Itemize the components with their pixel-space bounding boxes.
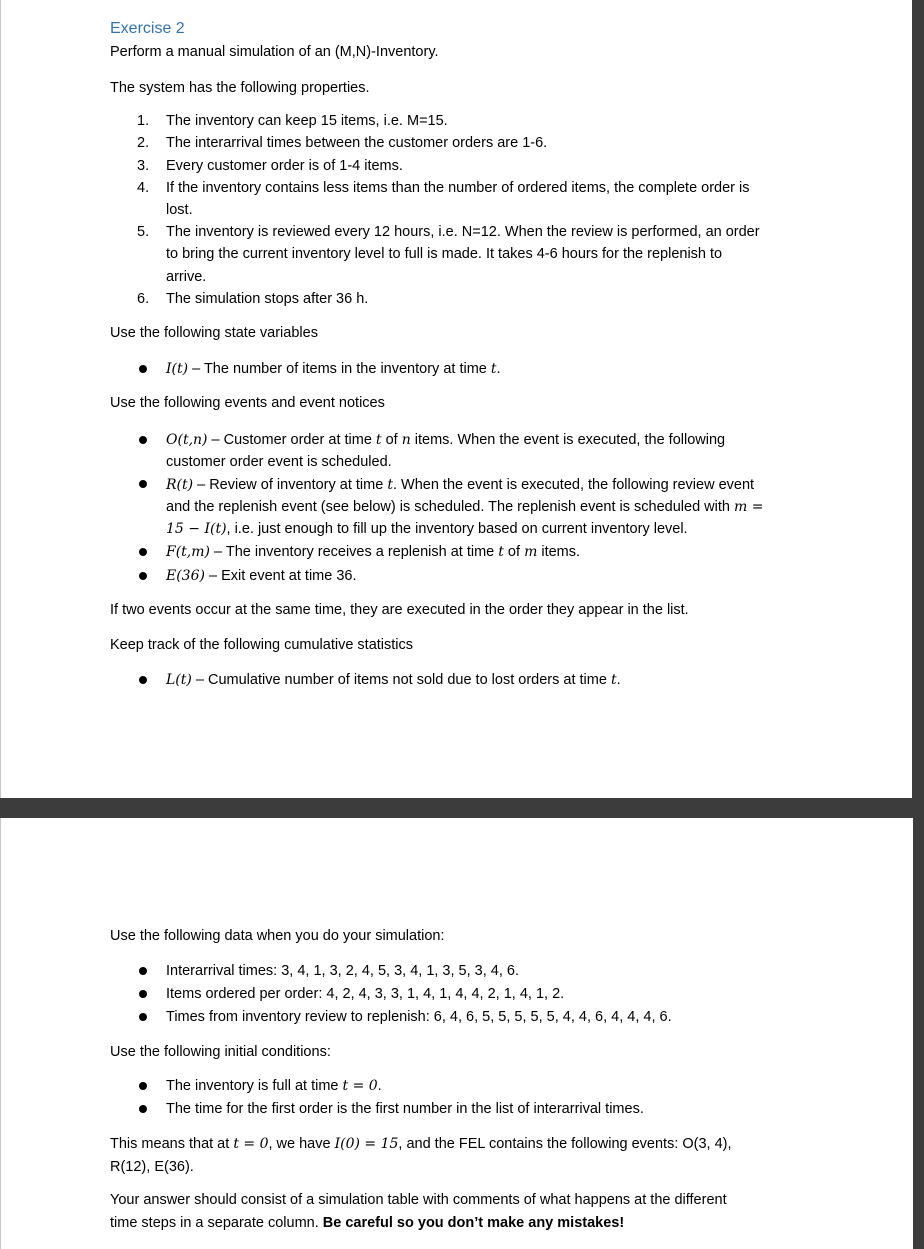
list-item: The inventory can keep 15 items, i.e. M=15. [166, 113, 448, 129]
event-exit: E(36) – Exit event at time 36. [166, 568, 357, 584]
bullet-icon [139, 1082, 147, 1090]
page-gap [0, 798, 924, 818]
state-heading: Use the following state variables [110, 325, 318, 341]
properties-heading: The system has the following properties. [110, 80, 370, 96]
init-item: The inventory is full at time t = 0. [166, 1078, 382, 1094]
list-number: 1. [137, 113, 150, 129]
tie-rule-text: If two events occur at the same time, they are executed in the order they appear in the list. [110, 602, 689, 618]
data-item: Times from inventory review to replenish: 6, 4, 6, 5, 5, 5, 5, 5, 4, 4, 6, 4, 4, 4, 6. [166, 1009, 672, 1025]
list-item: The interarrival times between the customer orders are 1-6. [166, 135, 548, 151]
bullet-icon [139, 1013, 147, 1021]
bullet-icon [139, 548, 147, 556]
event-replenish: F(t,m) – The inventory receives a replenish at time t of m items. [166, 544, 581, 560]
init-heading: Use the following initial conditions: [110, 1044, 331, 1060]
list-item: The inventory is reviewed every 12 hours, i.e. N=12. When the review is performed, an order [166, 224, 760, 240]
state-variable-item: I(t) – The number of items in the inventory at time t. [166, 361, 501, 377]
list-number: 2. [137, 135, 150, 151]
bullet-icon [139, 365, 147, 373]
list-number: 5. [137, 224, 150, 240]
events-heading: Use the following events and event notices [110, 395, 385, 411]
viewer-right-edge [912, 0, 924, 1249]
init-item: The time for the first order is the first number in the list of interarrival times. [166, 1101, 644, 1117]
list-item-cont: arrive. [166, 269, 207, 285]
event-order: O(t,n) – Customer order at time t of n items. When the event is executed, the following [166, 432, 726, 448]
data-heading: Use the following data when you do your simulation: [110, 928, 445, 944]
bullet-icon [139, 572, 147, 580]
list-item-cont: lost. [166, 202, 193, 218]
document-page-2 [0, 818, 913, 1249]
stats-heading: Keep track of the following cumulative statistics [110, 637, 414, 653]
exercise-title: Exercise 2 [110, 20, 185, 37]
list-number: 6. [137, 291, 150, 307]
event-review-cont: and the replenish event (see below) is scheduled. The replenish event is scheduled with m = [166, 499, 764, 515]
list-item: Every customer order is of 1-4 items. [166, 158, 403, 174]
bullet-icon [139, 1105, 147, 1113]
bullet-icon [139, 676, 147, 684]
answer-text-cont: time steps in a separate column. Be careful so you don’t make any mistakes! [110, 1215, 625, 1231]
event-review-cont: 15 − I(t), i.e. just enough to fill up the inventory based on current inventory level. [166, 521, 688, 537]
event-order-cont: customer order event is scheduled. [166, 454, 392, 470]
bullet-icon [139, 480, 147, 488]
bullet-icon [139, 990, 147, 998]
data-item: Interarrival times: 3, 4, 1, 3, 2, 4, 5, 3, 4, 1, 3, 5, 3, 4, 6. [166, 963, 520, 979]
data-item: Items ordered per order: 4, 2, 4, 3, 3, 1, 4, 1, 4, 4, 2, 1, 4, 1, 2. [166, 986, 565, 1002]
list-item-cont: to bring the current inventory level to full is made. It takes 4-6 hours for the replenish to [166, 246, 723, 262]
list-item: The simulation stops after 36 h. [166, 291, 369, 307]
list-number: 4. [137, 180, 150, 196]
intro-text: Perform a manual simulation of an (M,N)-Inventory. [110, 44, 439, 60]
means-text: This means that at t = 0, we have I(0) = 15, and the FEL contains the following events: O(3, 4), [110, 1136, 732, 1152]
warning-text: Be careful so you don’t make any mistakes! [322, 1215, 625, 1231]
bullet-icon [139, 436, 147, 444]
list-number: 3. [137, 158, 150, 174]
event-review: R(t) – Review of inventory at time t. When the event is executed, the following review event [166, 477, 755, 493]
statistic-item: L(t) – Cumulative number of items not sold due to lost orders at time t. [166, 672, 621, 688]
answer-text: Your answer should consist of a simulation table with comments of what happens at the different [110, 1192, 727, 1208]
list-item: If the inventory contains less items than the number of ordered items, the complete order is [166, 180, 750, 196]
means-text-cont: R(12), E(36). [110, 1159, 194, 1175]
bullet-icon [139, 967, 147, 975]
